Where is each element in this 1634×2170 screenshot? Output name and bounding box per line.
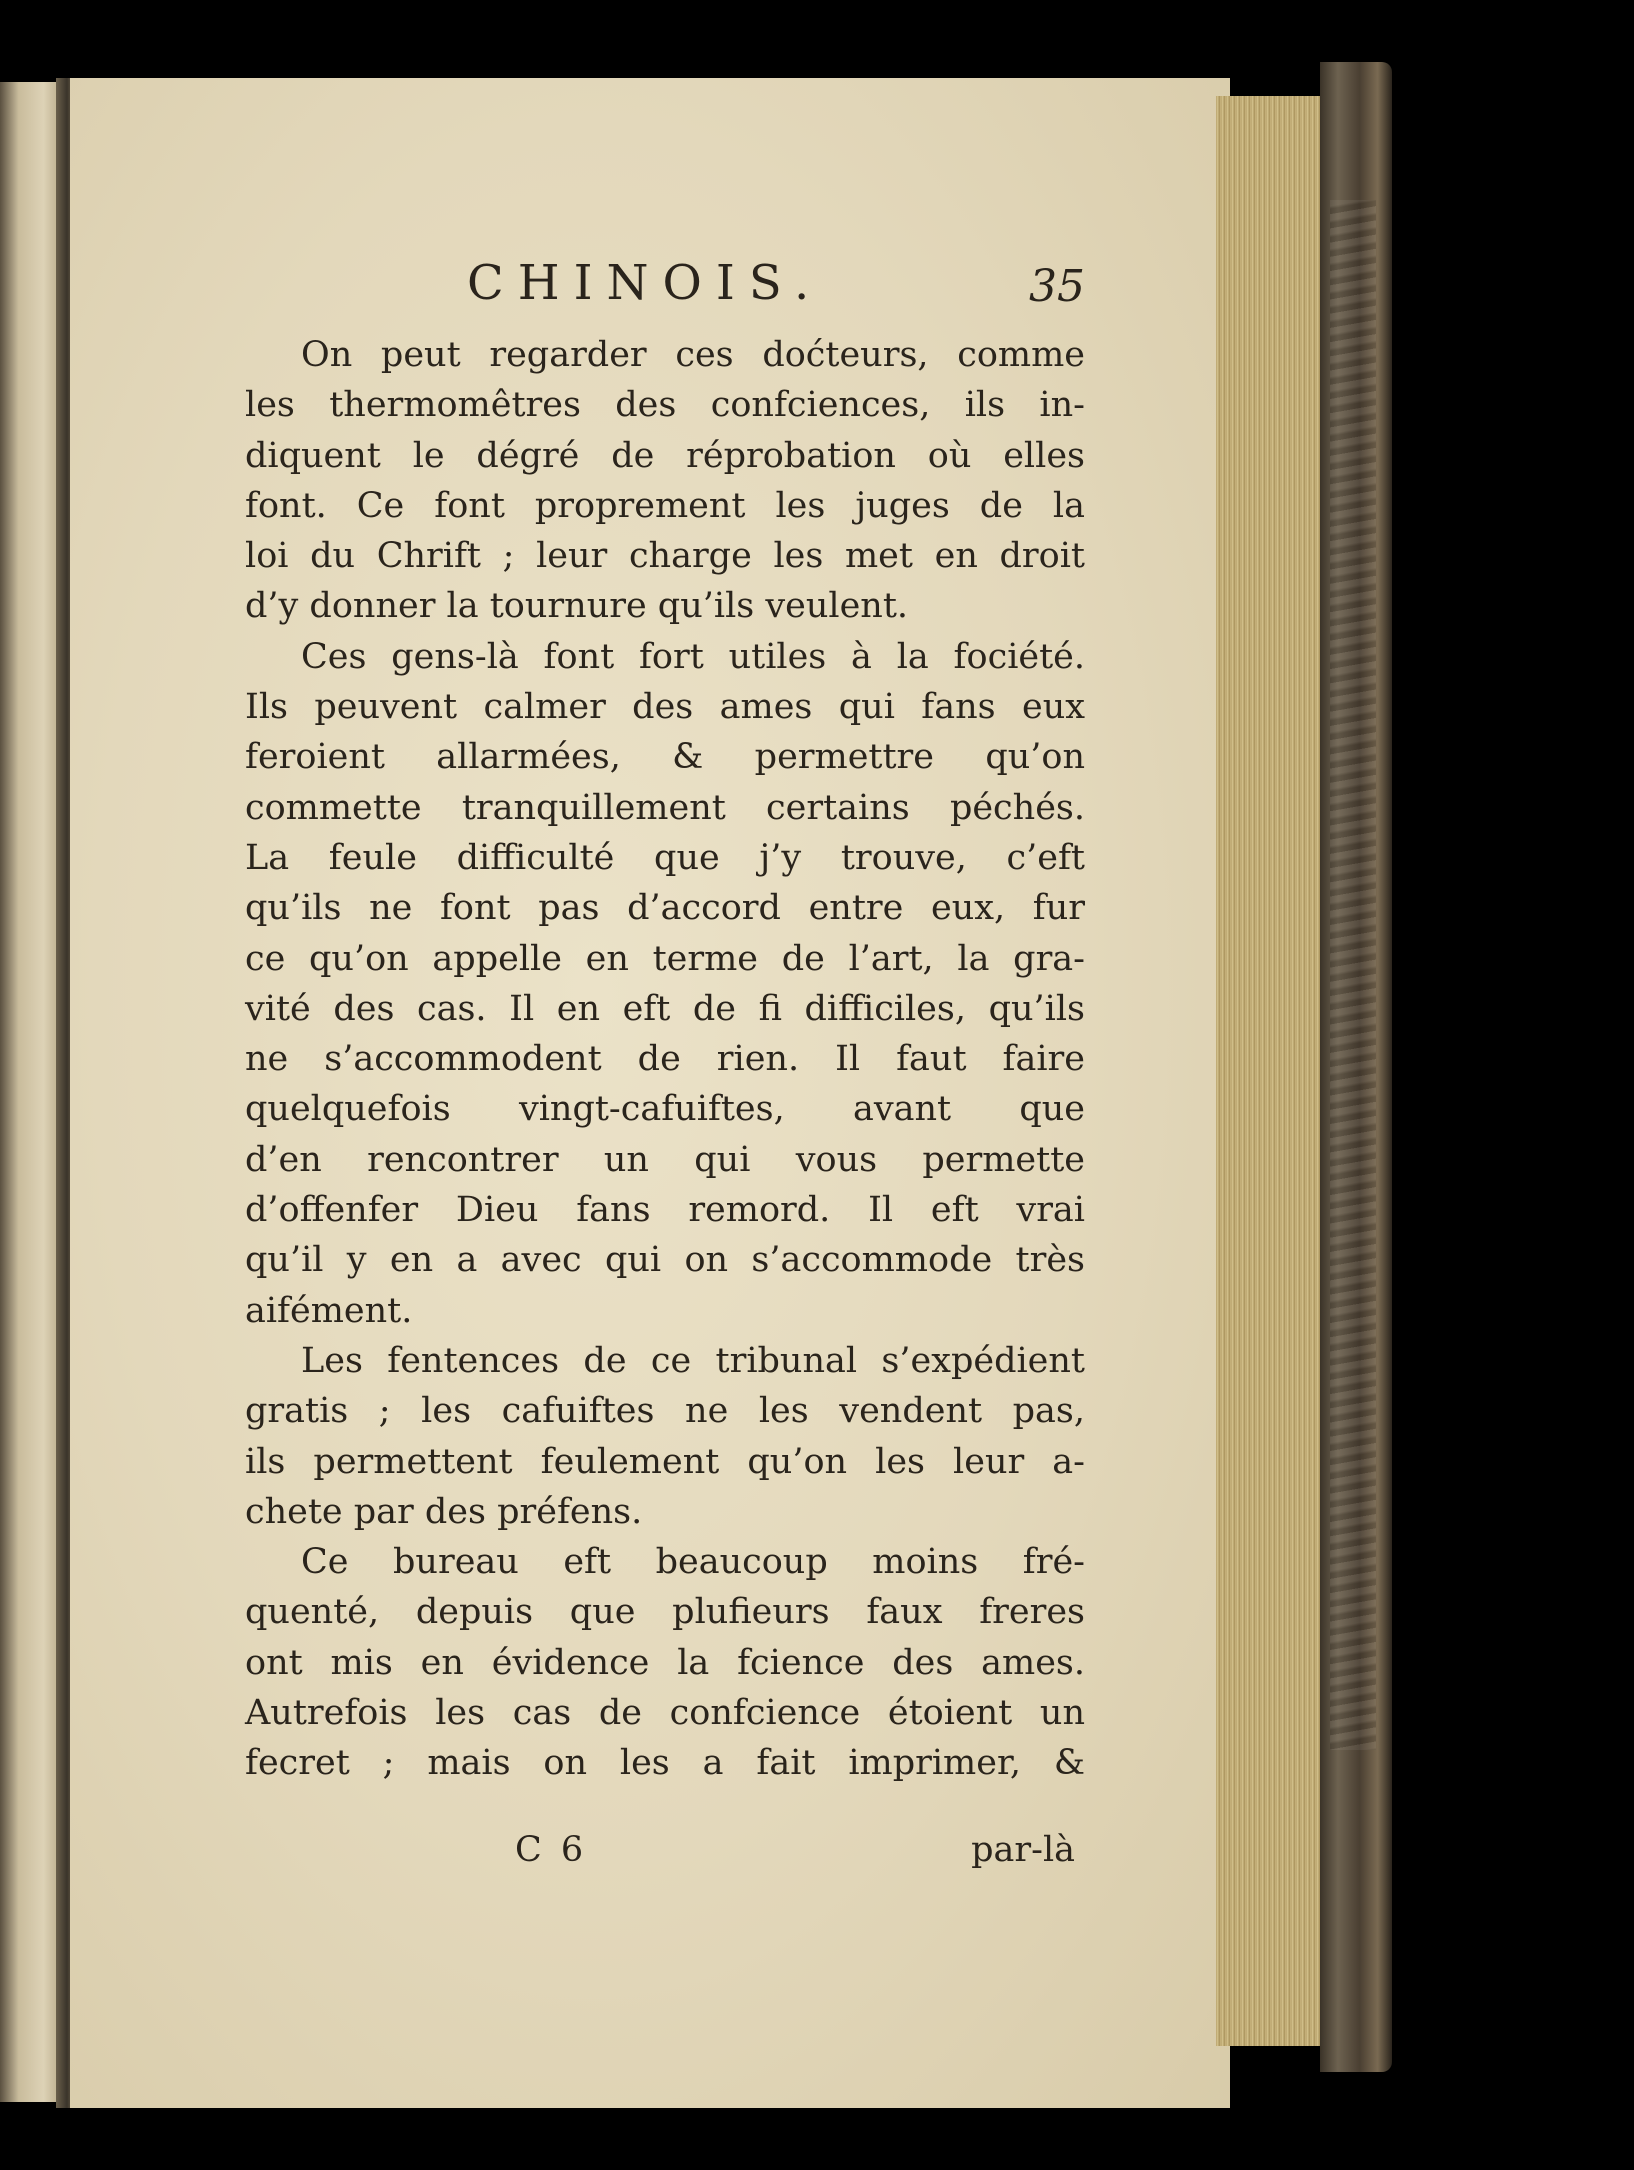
text-line: les thermomêtres des confciences, ils in- xyxy=(245,385,1085,426)
page-footer xyxy=(245,1830,1085,1890)
text-line: qu’il y en a avec qui on s’accommode très xyxy=(245,1240,1085,1281)
text-line: quelquefois vingt-cafuiftes, avant que xyxy=(245,1089,1085,1130)
text-line: d’en rencontrer un qui vous permette xyxy=(245,1139,1085,1180)
text-line: La feule difficulté que j’y trouve, c’eft xyxy=(245,837,1085,878)
page-number: 35 xyxy=(1029,261,1085,312)
text-line: On peut regarder ces doćteurs, comme xyxy=(301,335,1085,375)
text-line: d’offenfer Dieu fans remord. Il eft vrai xyxy=(245,1190,1085,1231)
text-line: diquent le dégré de réprobation où elles xyxy=(245,435,1085,476)
text-line: font. Ce font proprement les juges de la xyxy=(245,485,1085,526)
text-line: chete par des préfens. xyxy=(245,1491,643,1532)
text-line: gratis ; les cafuiftes ne les vendent pas, xyxy=(245,1391,1085,1432)
text-line: Ils peuvent calmer des ames qui fans eux xyxy=(245,687,1085,728)
marbled-cover-texture xyxy=(1330,200,1376,1750)
text-line: d’y donner la tournure qu’ils veulent. xyxy=(245,586,909,627)
text-line: fecret ; mais on les a fait imprimer, & xyxy=(245,1743,1085,1784)
text-line: feroient allarmées, & permettre qu’on xyxy=(245,737,1085,778)
text-line: loi du Chrift ; leur charge les met en droit xyxy=(245,536,1085,577)
text-line: ce qu’on appelle en terme de l’art, la gra- xyxy=(245,938,1085,979)
text-line: Les fentences de ce tribunal s’expédient xyxy=(301,1340,1085,1381)
running-title: CHINOIS. xyxy=(467,255,824,311)
text-line: ils permettent feulement qu’on les leur a- xyxy=(245,1441,1085,1482)
text-line: Ces gens-là font fort utiles à la fociété. xyxy=(301,636,1085,677)
body-text xyxy=(245,330,1085,1789)
text-line: ont mis en évidence la fcience des ames. xyxy=(245,1642,1085,1683)
text-line: ne s’accommodent de rien. Il faut faire xyxy=(245,1039,1085,1080)
text-line: Autrefois les cas de confcience étoient un xyxy=(245,1693,1085,1734)
page-header xyxy=(245,255,1085,335)
text-line: Ce bureau eft beaucoup moins fré- xyxy=(301,1542,1085,1583)
text-line: vité des cas. Il en eft de fi difficiles, qu’ils xyxy=(245,988,1085,1029)
text-line: commette tranquillement certains péchés. xyxy=(245,787,1085,828)
text-line: qu’ils ne font pas d’accord entre eux, fur xyxy=(245,888,1085,929)
signature-mark: C 6 xyxy=(515,1830,588,1870)
text-line: quenté, depuis que plufieurs faux freres xyxy=(245,1592,1085,1633)
page-block-edges xyxy=(1216,96,1334,2046)
catchword: par-là xyxy=(971,1830,1075,1870)
previous-page-edge xyxy=(0,82,62,2102)
text-line: aifément. xyxy=(245,1290,413,1331)
